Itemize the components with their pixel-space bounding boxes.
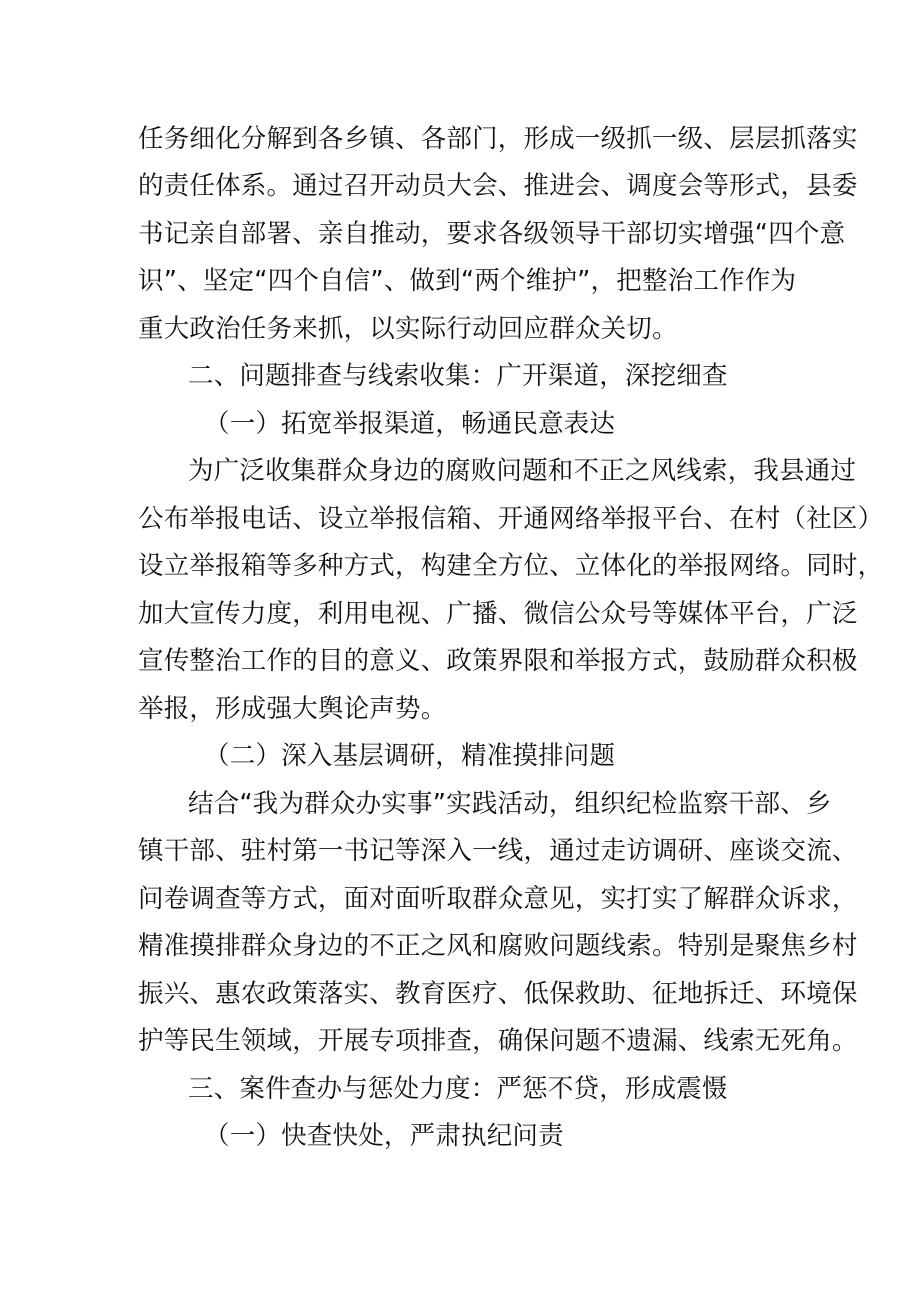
section-heading: 三、案件查办与惩处力度：严惩不贷，形成震慑 — [188, 1074, 728, 1104]
body-line: 识”、坚定“四个自信”、做到“两个维护”，把整治工作作为 — [138, 266, 797, 296]
body-line: 宣传整治工作的目的意义、政策界限和举报方式，鼓励群众积极 — [138, 646, 858, 676]
body-line: 精准摸排群众身边的不正之风和腐败问题线索。特别是聚焦乡村 — [138, 931, 858, 961]
body-line: 任务细化分解到各乡镇、各部门，形成一级抓一级、层层抓落实 — [138, 124, 858, 154]
subsection-heading: （一）拓宽举报渠道，畅通民意表达 — [204, 409, 616, 439]
subsection-heading: （一）快查快处，严肃执纪问责 — [204, 1121, 564, 1151]
section-heading: 二、问题排查与线索收集：广开渠道，深挖细查 — [188, 361, 728, 391]
body-line: 书记亲自部署、亲自推动，要求各级领导干部切实增强“四个意 — [138, 219, 846, 249]
body-line: 加大宣传力度，利用电视、广播、微信公众号等媒体平台，广泛 — [138, 599, 858, 629]
subsection-heading: （二）深入基层调研，精准摸排问题 — [204, 741, 616, 771]
body-line: 问卷调查等方式，面对面听取群众意见，实打实了解群众诉求， — [138, 884, 858, 914]
body-line: 护等民生领域，开展专项排查，确保问题不遗漏、线索无死角。 — [138, 1026, 858, 1056]
body-line: 重大政治任务来抓，以实际行动回应群众关切。 — [138, 314, 678, 344]
body-line: 设立举报箱等多种方式，构建全方位、立体化的举报网络。同时， — [138, 551, 884, 581]
body-line: 振兴、惠农政策落实、教育医疗、低保救助、征地拆迁、环境保 — [138, 979, 858, 1009]
body-line: 镇干部、驻村第一书记等深入一线，通过走访调研、座谈交流、 — [138, 836, 858, 866]
paragraph-first-line: 结合“我为群众办实事”实践活动，组织纪检监察干部、乡 — [188, 789, 832, 819]
body-line: 的责任体系。通过召开动员大会、推进会、调度会等形式，县委 — [138, 171, 858, 201]
body-line: 公布举报电话、设立举报信箱、开通网络举报平台、在村（社区） — [138, 504, 884, 534]
body-line: 举报，形成强大舆论声势。 — [138, 694, 447, 724]
paragraph-first-line: 为广泛收集群众身边的腐败问题和不正之风线索，我县通过 — [188, 456, 857, 486]
